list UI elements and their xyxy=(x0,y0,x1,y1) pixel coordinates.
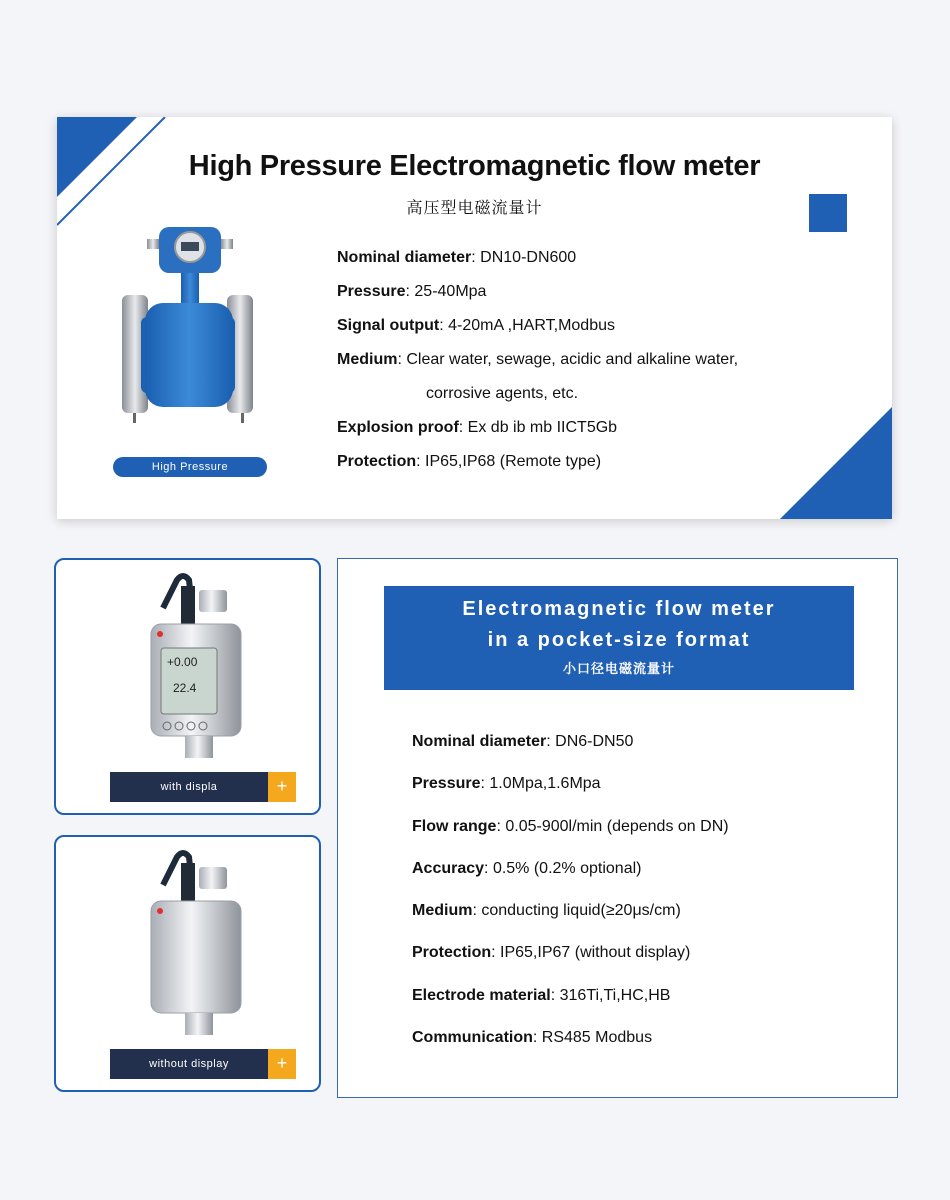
spec-signal-output: Signal output: 4-20mA ,HART,Modbus xyxy=(337,317,615,334)
plus-icon[interactable]: + xyxy=(268,772,296,802)
plus-icon[interactable]: + xyxy=(268,1049,296,1079)
high-pressure-flow-meter-image xyxy=(117,227,267,423)
display-reading-2: 22.4 xyxy=(173,681,197,695)
spec-protection: Protection: IP65,IP68 (Remote type) xyxy=(337,453,602,470)
high-pressure-spec-list xyxy=(337,247,857,485)
spec-communication: Communication: RS485 Modbus xyxy=(412,1029,653,1047)
spec-accuracy: Accuracy: 0.5% (0.2% optional) xyxy=(412,859,642,877)
variant-card-with-display[interactable] xyxy=(54,558,321,815)
spec-flow-range: Flow range: 0.05-900l/min (depends on DN) xyxy=(412,817,729,835)
pocket-size-spec-panel xyxy=(337,558,898,1098)
page-title: High Pressure Electromagnetic flow meter xyxy=(188,150,761,182)
pocket-size-title-cn: 小口径电磁流量计 xyxy=(562,661,675,676)
spec-protection: Protection: IP65,IP67 (without display) xyxy=(412,944,691,962)
spec-electrode-material: Electrode material: 316Ti,Ti,HC,HB xyxy=(412,986,671,1004)
variant-label-without-display[interactable]: without display xyxy=(110,1049,268,1079)
pocket-size-title-line2: in a pocket-size format xyxy=(487,629,751,651)
spec-medium: Medium: conducting liquid(≥20μs/cm) xyxy=(412,902,681,920)
spec-nominal-diameter: Nominal diameter: DN10-DN600 xyxy=(337,249,577,266)
spec-explosion-proof: Explosion proof: Ex db ib mb IICT5Gb xyxy=(337,419,618,436)
high-pressure-card xyxy=(57,117,892,519)
display-reading-1: +0.00 xyxy=(167,655,198,669)
variant-card-without-display[interactable] xyxy=(54,835,321,1092)
pocket-size-spec-list xyxy=(412,731,872,1069)
spec-pressure: Pressure: 25-40Mpa xyxy=(337,283,487,300)
pocket-size-header xyxy=(384,586,854,690)
page-subtitle: 高压型电磁流量计 xyxy=(406,200,543,217)
pocket-flow-meter-without-display-image xyxy=(141,845,251,1040)
spec-medium-continued: corrosive agents, etc. xyxy=(426,385,579,402)
pocket-flow-meter-with-display-image xyxy=(141,568,251,763)
pocket-size-title-line1: Electromagnetic flow meter xyxy=(462,598,776,620)
spec-pressure: Pressure: 1.0Mpa,1.6Mpa xyxy=(412,775,601,793)
spec-nominal-diameter: Nominal diameter: DN6-DN50 xyxy=(412,733,634,750)
high-pressure-badge: High Pressure xyxy=(113,457,267,477)
spec-medium: Medium: Clear water, sewage, acidic and alkaline water, xyxy=(337,351,739,368)
variant-label-with-display[interactable]: with displa xyxy=(110,772,268,802)
